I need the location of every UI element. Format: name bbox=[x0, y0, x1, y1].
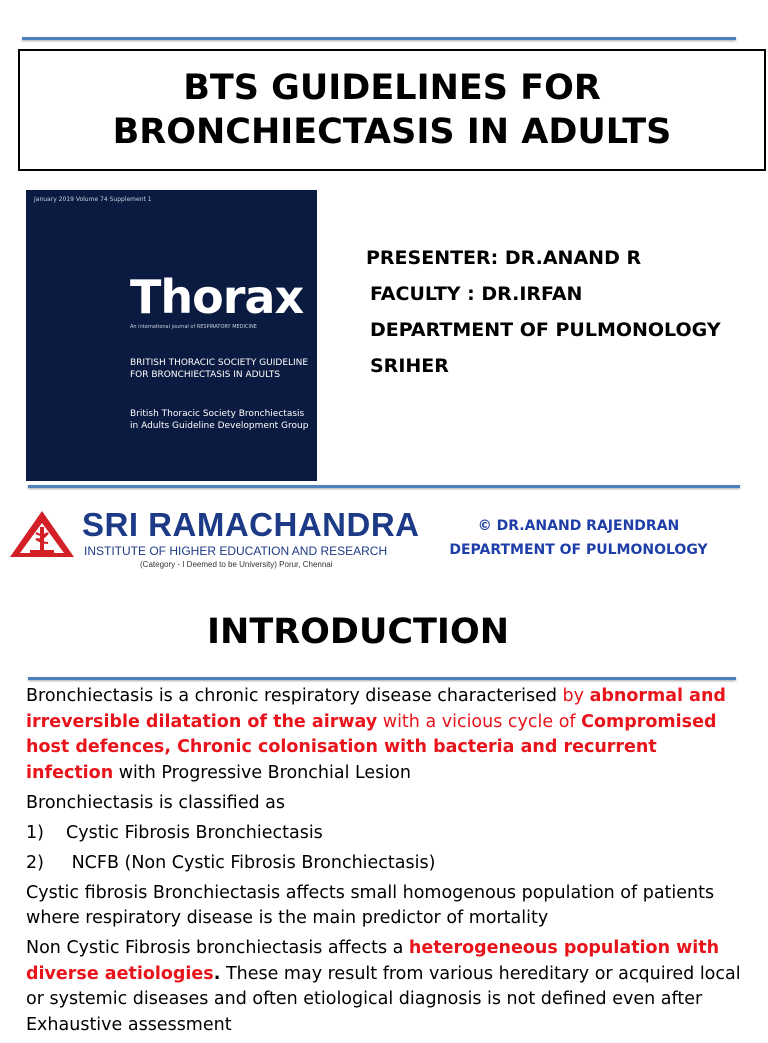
copyright-author: © DR.ANAND RAJENDRAN bbox=[477, 518, 680, 534]
logo-subtitle: INSTITUTE OF HIGHER EDUCATION AND RESEARCH bbox=[84, 544, 388, 558]
logo-category: (Category - I Deemed to be University) Porur, Chennai bbox=[140, 560, 333, 569]
text-run: by bbox=[562, 686, 590, 706]
top-rule bbox=[22, 37, 736, 40]
ncfb-paragraph bbox=[26, 936, 746, 1038]
title-line-2: BRONCHIECTASIS IN ADULTS bbox=[112, 112, 672, 152]
cover-group-name: British Thoracic Society Bronchiectasis in Adults Guideline Development Group bbox=[130, 409, 309, 431]
department-name: DEPARTMENT OF PULMONOLOGY bbox=[370, 319, 721, 341]
list-text: NCFB (Non Cystic Fibrosis Bronchiectasis) bbox=[66, 852, 436, 873]
presenter-name: PRESENTER: DR.ANAND R bbox=[366, 247, 642, 269]
text-run: with Progressive Bronchial Lesion bbox=[113, 762, 411, 783]
list-text: Cystic Fibrosis Bronchiectasis bbox=[66, 822, 323, 843]
list-item bbox=[26, 851, 746, 877]
title-line-1: BTS GUIDELINES FOR bbox=[183, 68, 601, 108]
cover-guideline-title: BRITISH THORACIC SOCIETY GUIDELINE FOR BRONCHIECTASIS IN ADULTS bbox=[130, 358, 309, 380]
middle-rule bbox=[28, 485, 740, 488]
list-number: 1) bbox=[26, 822, 44, 843]
copyright-block bbox=[436, 514, 721, 562]
journal-cover-image bbox=[26, 190, 317, 481]
title-box bbox=[18, 49, 766, 171]
text-run: These may result from various hereditary or acquired local or systemic diseases and often etiological diagnosis is not defined even after Exhaustive assessment bbox=[26, 963, 741, 1035]
list-number: 2) bbox=[26, 852, 44, 873]
highlight-text: Compromised host defences, Chronic colonisation with bacteria and recurrent infection bbox=[26, 711, 717, 783]
faculty-name: FACULTY : DR.IRFAN bbox=[370, 283, 583, 305]
highlight-text: heterogeneous population with diverse aetiologies bbox=[26, 938, 720, 984]
institution-name: SRIHER bbox=[370, 355, 449, 377]
institution-logo-icon bbox=[8, 509, 76, 559]
classification-paragraph: Bronchiectasis is classified as bbox=[26, 792, 285, 813]
cf-paragraph: Cystic fibrosis Bronchiectasis affects small homogenous population of patients where respiratory disease is the main predictor of mortality bbox=[26, 882, 715, 928]
text-run: Bronchiectasis is a chronic respiratory disease characterised bbox=[26, 686, 563, 706]
cover-issue-meta: January 2019 Volume 74 Supplement 1 bbox=[34, 196, 152, 203]
logo-wordmark: SRI RAMACHANDRA bbox=[82, 506, 420, 543]
text-run: Non Cystic Fibrosis bronchiectasis affects a bbox=[26, 938, 409, 958]
cover-journal-title: Thorax bbox=[130, 270, 304, 324]
cover-tagline: An international journal of RESPIRATORY MEDICINE bbox=[130, 324, 257, 330]
copyright-department: DEPARTMENT OF PULMONOLOGY bbox=[449, 542, 708, 558]
definition-paragraph bbox=[26, 684, 746, 786]
list-item bbox=[26, 821, 746, 847]
text-run: with a vicious cycle of bbox=[377, 711, 582, 732]
highlight-text: abnormal and irreversible dilatation of the airway bbox=[26, 686, 726, 732]
introduction-body bbox=[26, 684, 746, 1043]
intro-rule bbox=[28, 677, 736, 680]
introduction-heading: INTRODUCTION bbox=[207, 612, 509, 652]
presenter-block bbox=[366, 244, 721, 388]
text-run: . bbox=[213, 963, 221, 984]
